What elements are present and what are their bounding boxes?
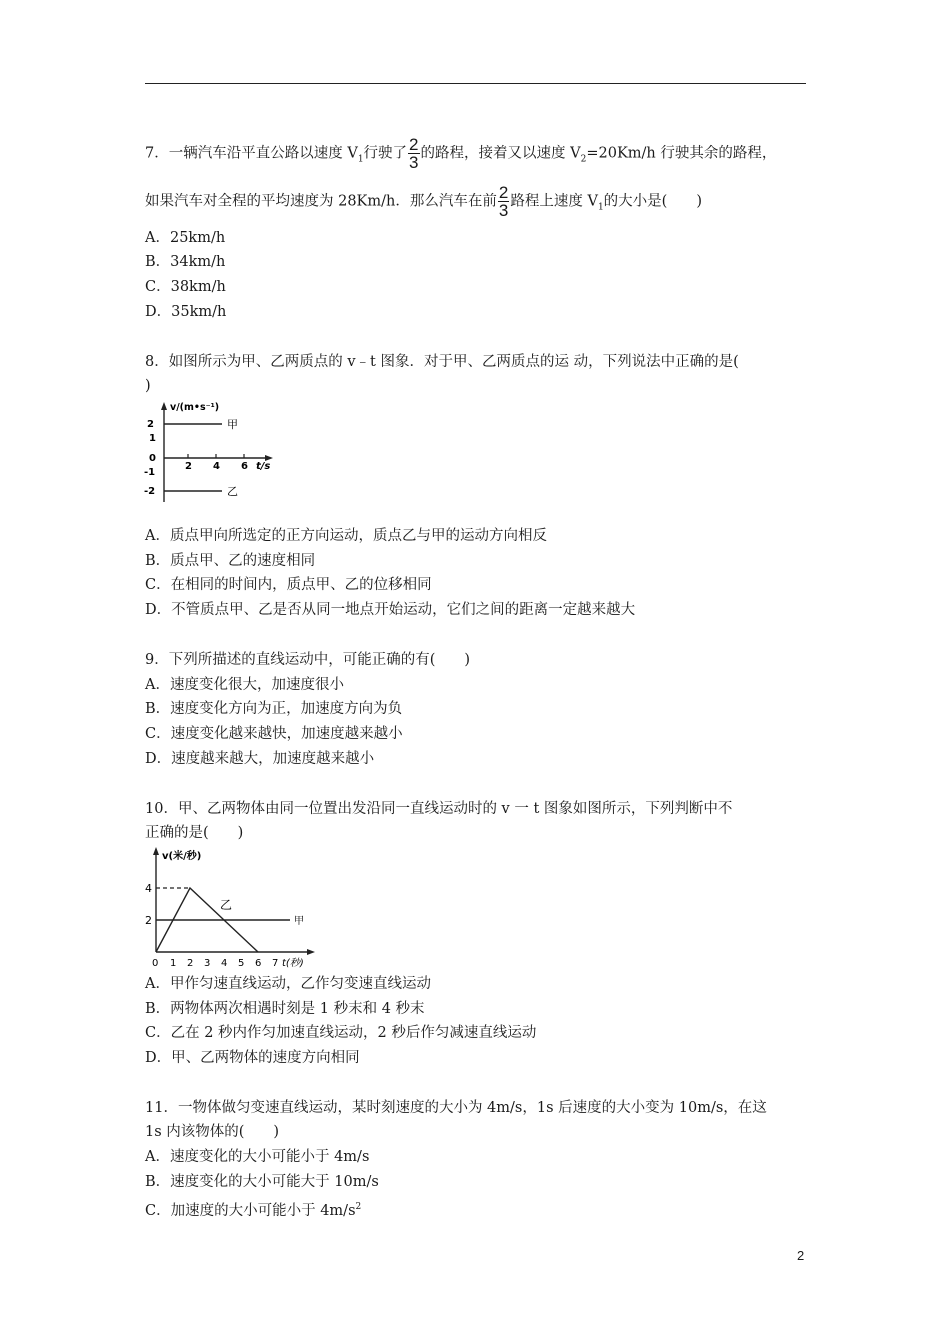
q7-option-d: D．35km/h	[145, 304, 227, 320]
q10-option-a: A．甲作匀速直线运动，乙作匀变速直线运动	[145, 976, 431, 992]
q10-label-yi: 乙	[220, 898, 233, 912]
q10-label-jia: 甲	[294, 916, 304, 927]
q7-stem-line1: 7．一辆汽车沿平直公路以速度 $V_1$行驶了 $\frac{2}{3}$ 的路程，接着又以速度 $V_2=20Km/h$ 行驶其余的路程，	[145, 135, 777, 172]
q7-stem-line2: 如果汽车对全程的平均速度为 28Km/h．那么汽车在前 $\frac{2}{3}$ 路程上速度 $V_1$的大小是( )	[145, 183, 702, 220]
q10-stem-line2: 正确的是( )	[145, 825, 244, 841]
page-number: 2	[797, 1248, 805, 1263]
q10-ylabel: v(米/秒)	[162, 851, 202, 862]
q8-ytick: 1	[149, 433, 156, 444]
q8-stem-line1: 8．如图所示为甲、乙两质点的 v﹣t 图象．对于甲、乙两质点的运 动，下列说法中正确的是(	[145, 354, 739, 370]
q8-stem-line2: )	[145, 378, 151, 394]
q8-ytick: -2	[144, 486, 156, 497]
q8-y-arrow	[161, 402, 167, 410]
q8-ytick: 0	[149, 453, 156, 464]
fraction-two-thirds: $\frac{2}{3}$	[409, 135, 419, 172]
q11-option-a: A．速度变化的大小可能小于 4m/s	[145, 1149, 370, 1165]
q8-ytick: -1	[144, 467, 156, 478]
q8-option-a: A．质点甲向所选定的正方向运动，质点乙与甲的运动方向相反	[145, 528, 547, 544]
q8-label-yi: 乙	[227, 485, 238, 498]
q10-ytick: 4	[145, 882, 152, 895]
q10-xtick: 7	[272, 958, 279, 969]
q11-stem-line2: 1s 内该物体的( )	[145, 1124, 280, 1140]
fraction-two-thirds: $\frac{2}{3}$	[498, 183, 509, 220]
q9-option-d: D．速度越来越大，加速度越来越小	[145, 751, 375, 767]
q10-xtick: 4	[221, 958, 228, 969]
q9-option-c: C．速度变化越来越快，加速度越来越小	[145, 726, 403, 742]
q8-option-d: D．不管质点甲、乙是否从同一地点开始运动，它们之间的距离一定越来越大	[145, 602, 636, 618]
q8-xlabel: t/s	[256, 461, 271, 472]
q8-ytick: 2	[147, 419, 154, 430]
q8-xtick: 4	[213, 461, 220, 472]
q7-option-c: C．38km/h	[145, 279, 226, 295]
q11-stem-line1: 11．一物体做匀变速直线运动，某时刻速度的大小为 4m/s，1s 后速度的大小变为 10m/s，在这	[145, 1100, 767, 1116]
q10-xtick: 6	[255, 958, 262, 969]
q7-option-a: A．25km/h	[145, 230, 226, 246]
q9-option-a: A．速度变化很大，加速度很小	[145, 677, 344, 693]
q7-option-b: B．34km/h	[145, 254, 226, 270]
q11-option-b: B．速度变化的大小可能大于 10m/s	[145, 1174, 379, 1190]
q10-xtick: 3	[204, 958, 211, 969]
q8-label-jia: 甲	[227, 418, 238, 431]
q10-option-b: B．两物体两次相遇时刻是 1 秒末和 4 秒末	[145, 1001, 425, 1017]
q8-option-c: C．在相同的时间内，质点甲、乙的位移相同	[145, 577, 432, 593]
q10-stem-line1: 10．甲、乙两物体由同一位置出发沿同一直线运动时的 v 一 t 图象如图所示，下列判断中不	[145, 801, 733, 817]
q9-option-b: B．速度变化方向为正，加速度方向为负	[145, 701, 403, 717]
q8-vt-graph	[140, 398, 290, 506]
q8-xtick: 2	[185, 461, 192, 472]
q8-option-b: B．质点甲、乙的速度相同	[145, 553, 316, 569]
q10-x-arrow	[307, 949, 315, 955]
q10-vt-graph	[140, 842, 320, 970]
q9-stem: 9．下列所描述的直线运动中，可能正确的有( )	[145, 652, 471, 668]
q10-xtick: 0	[152, 958, 159, 969]
q10-option-c: C．乙在 2 秒内作匀加速直线运动，2 秒后作匀减速直线运动	[145, 1025, 537, 1041]
q10-xtick: 5	[238, 958, 245, 969]
q10-y-arrow	[153, 847, 159, 855]
q10-xtick: 1	[170, 958, 177, 969]
q8-xtick: 6	[241, 461, 248, 472]
q11-option-c: C．加速度的大小可能小于 $4m/s^2$	[145, 1202, 362, 1219]
q10-xtick: 2	[187, 958, 194, 969]
header-rule	[145, 83, 806, 84]
q8-ylabel: v/(m•s⁻¹)	[170, 402, 220, 413]
q10-ytick: 2	[145, 914, 152, 927]
q10-xlabel: t(秒)	[282, 958, 304, 969]
q10-option-d: D．甲、乙两物体的速度方向相同	[145, 1050, 360, 1066]
